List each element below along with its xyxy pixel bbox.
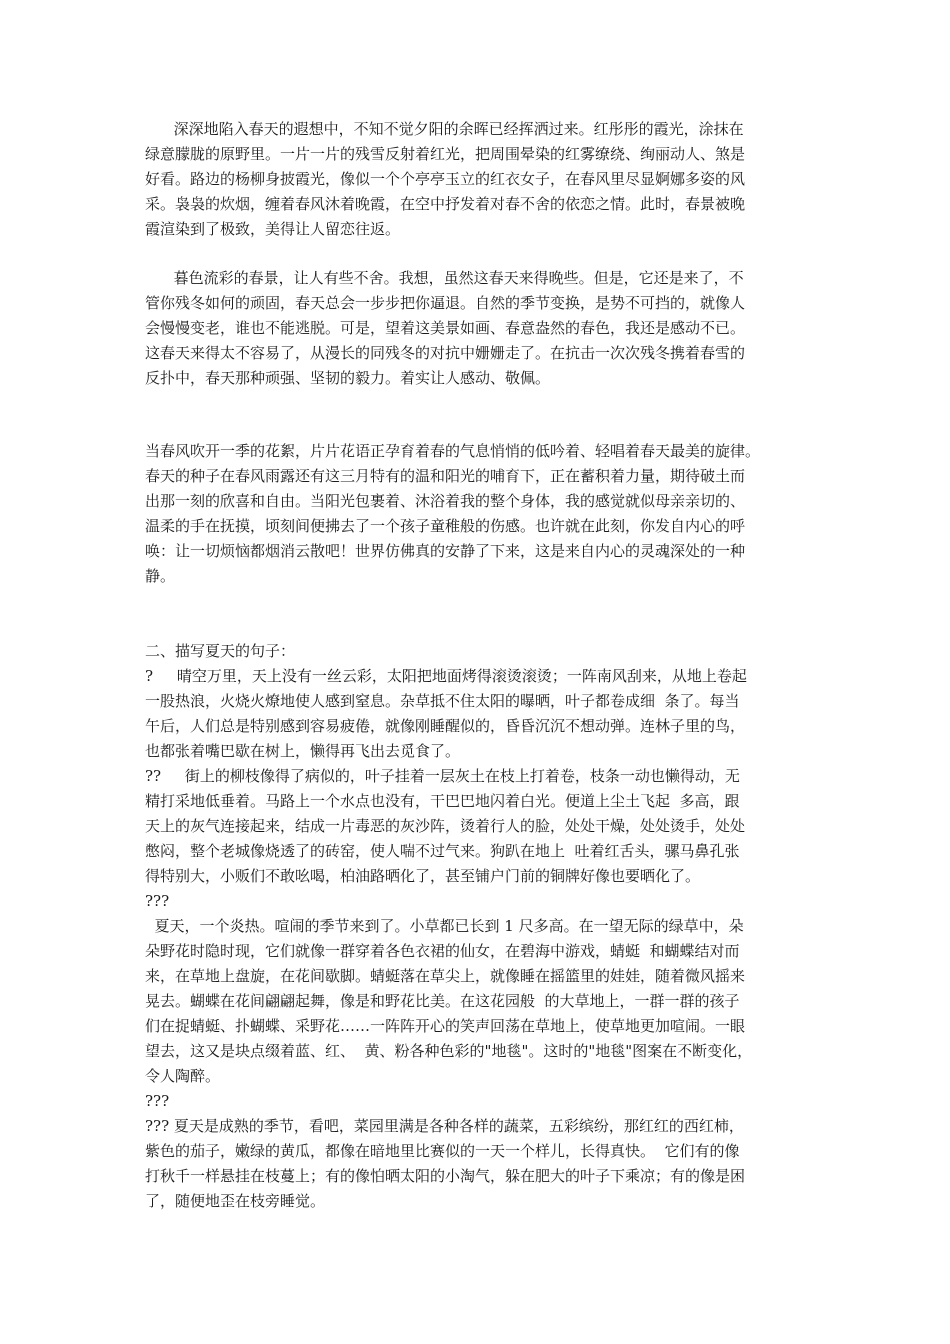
text-line: 春天的种子在春风雨露还有这三月特有的温和阳光的哺育下，正在蓄积着力量，期待破土而 [145, 467, 746, 485]
text-line: 精打采地低垂着。马路上一个水点也没有，干巴巴地闪着白光。便道上尘土飞起 多高，跟 [145, 792, 740, 810]
paragraph-spring-dusk [145, 266, 810, 391]
text-line: 温柔的手在抚摸，顷刻间便拂去了一个孩子童稚般的伤感。也许就在此刻，你发自内心的呼 [145, 517, 746, 535]
paragraph-spring-sunset [145, 117, 810, 242]
section-heading: 二、描写夏天的句子： [145, 642, 296, 660]
text-line: 会慢慢变老，谁也不能逃脱。可是，望着这美景如画、春意盎然的春色，我还是感动不已。 [145, 319, 746, 337]
text-line: ??? 夏天是成熟的季节，看吧，菜园里满是各种各样的蔬菜，五彩缤纷，那红红的西红柿， [145, 1117, 744, 1135]
text-line: 霞渲染到了极致，美得让人留恋往返。 [145, 220, 401, 238]
text-line: 出那一刻的欣喜和自由。当阳光包裹着、沐浴着我的整个身体，我的感觉就似母亲亲切的、 [145, 492, 746, 510]
text-line: 夏天，一个炎热。喧闹的季节来到了。小草都已长到 1 尺多高。在一望无际的绿草中，朵 [145, 917, 744, 935]
text-line: 令人陶醉。 [145, 1067, 221, 1085]
text-line: 也都张着嘴巴歇在树上，懒得再飞出去觅食了。 [145, 742, 461, 760]
text-line: 唤：让一切烦恼都烟消云散吧！世界仿佛真的安静了下来，这是来自内心的灵魂深处的一种 [145, 542, 746, 560]
text-line: 朵野花时隐时现，它们就像一群穿着各色衣裙的仙女，在碧海中游戏，蜻蜓 和蝴蝶结对而 [145, 942, 740, 960]
text-line: 好看。路边的杨柳身披霞光，像似一个个亭亭玉立的红衣女子，在春风里尽显婀娜多姿的风 [145, 170, 746, 188]
text-line: 采。袅袅的炊烟，缠着春风沐着晚霞，在空中抒发着对春不舍的依恋之情。此时，春景被晚 [145, 195, 746, 213]
text-line: 打秋千一样悬挂在枝蔓上；有的像怕晒太阳的小淘气，躲在肥大的叶子下乘凉；有的像是困 [145, 1167, 746, 1185]
text-line: ?? 街上的柳枝像得了病似的，叶子挂着一层灰土在枝上打着卷，枝条一动也懒得动，无 [145, 767, 740, 785]
text-line: ??? [145, 892, 170, 910]
text-line: 午后，人们总是特别感到容易疲倦，就像刚睡醒似的，昏昏沉沉不想动弹。连林子里的鸟， [145, 717, 746, 735]
text-line: 一股热浪，火烧火燎地使人感到窒息。杂草抵不住太阳的曝晒，叶子都卷成细 条了。每当 [145, 692, 740, 710]
text-line: 们在捉蜻蜓、扑蝴蝶、采野花……一阵阵开心的笑声回荡在草地上，使草地更加喧闹。一眼 [145, 1017, 746, 1035]
text-line: 反扑中，春天那种顽强、坚韧的毅力。着实让人感动、敬佩。 [145, 369, 551, 387]
text-line: 来，在草地上盘旋，在花间歇脚。蜻蜓落在草尖上，就像睡在摇篮里的娃娃，随着微风摇来 [145, 967, 746, 985]
text-line: 当春风吹开一季的花絮，片片花语正孕育着春的气息悄悄的低吟着、轻唱着春天最美的旋律。 [145, 442, 761, 460]
text-line: 这春天来得太不容易了，从漫长的同残冬的对抗中姗姗走了。在抗击一次次残冬携着春雪的 [145, 344, 746, 362]
text-line: 了，随便地歪在枝旁睡觉。 [145, 1192, 326, 1210]
text-line: 天上的灰气连接起来，结成一片毒恶的灰沙阵，烫着行人的脸，处处干燥，处处烫手，处处 [145, 817, 746, 835]
text-line: ??? [145, 1092, 170, 1110]
text-line: 晃去。蝴蝶在花间翩翩起舞，像是和野花比美。在这花园般 的大草地上，一群一群的孩子 [145, 992, 740, 1010]
paragraph-spring-breeze [145, 439, 810, 589]
text-line: 深深地陷入春天的遐想中，不知不觉夕阳的余晖已经挥洒过来。红彤彤的霞光，涂抹在 [145, 120, 744, 138]
text-line: ? 晴空万里，天上没有一丝云彩，太阳把地面烤得滚烫滚烫；一阵南风刮来，从地上卷起 [145, 667, 747, 685]
text-line: 暮色流彩的春景，让人有些不舍。我想，虽然这春天来得晚些。但是，它还是来了，不 [145, 269, 744, 287]
text-line: 望去，这又是块点缀着蓝、红、 黄、粉各种色彩的"地毯"。这时的"地毯"图案在不断变化， [145, 1042, 753, 1060]
text-line: 静。 [145, 567, 176, 585]
section-summary-sentences [145, 639, 810, 1214]
text-line: 紫色的茄子，嫩绿的黄瓜，都像在暗地里比赛似的一天一个样儿，长得真快。 它们有的像 [145, 1142, 740, 1160]
text-line: 憋闷，整个老城像烧透了的砖窑，使人喘不过气来。狗趴在地上 吐着红舌头，骡马鼻孔张 [145, 842, 740, 860]
text-line: 管你残冬如何的顽固，春天总会一步步把你逼退。自然的季节变换，是势不可挡的，就像人 [145, 294, 746, 312]
text-line: 绿意朦胧的原野里。一片一片的残雪反射着红光，把周围晕染的红雾缭绕、绚丽动人、煞是 [145, 145, 746, 163]
text-line: 得特别大，小贩们不敢吆喝，柏油路晒化了，甚至铺户门前的铜牌好像也要晒化了。 [145, 867, 701, 885]
